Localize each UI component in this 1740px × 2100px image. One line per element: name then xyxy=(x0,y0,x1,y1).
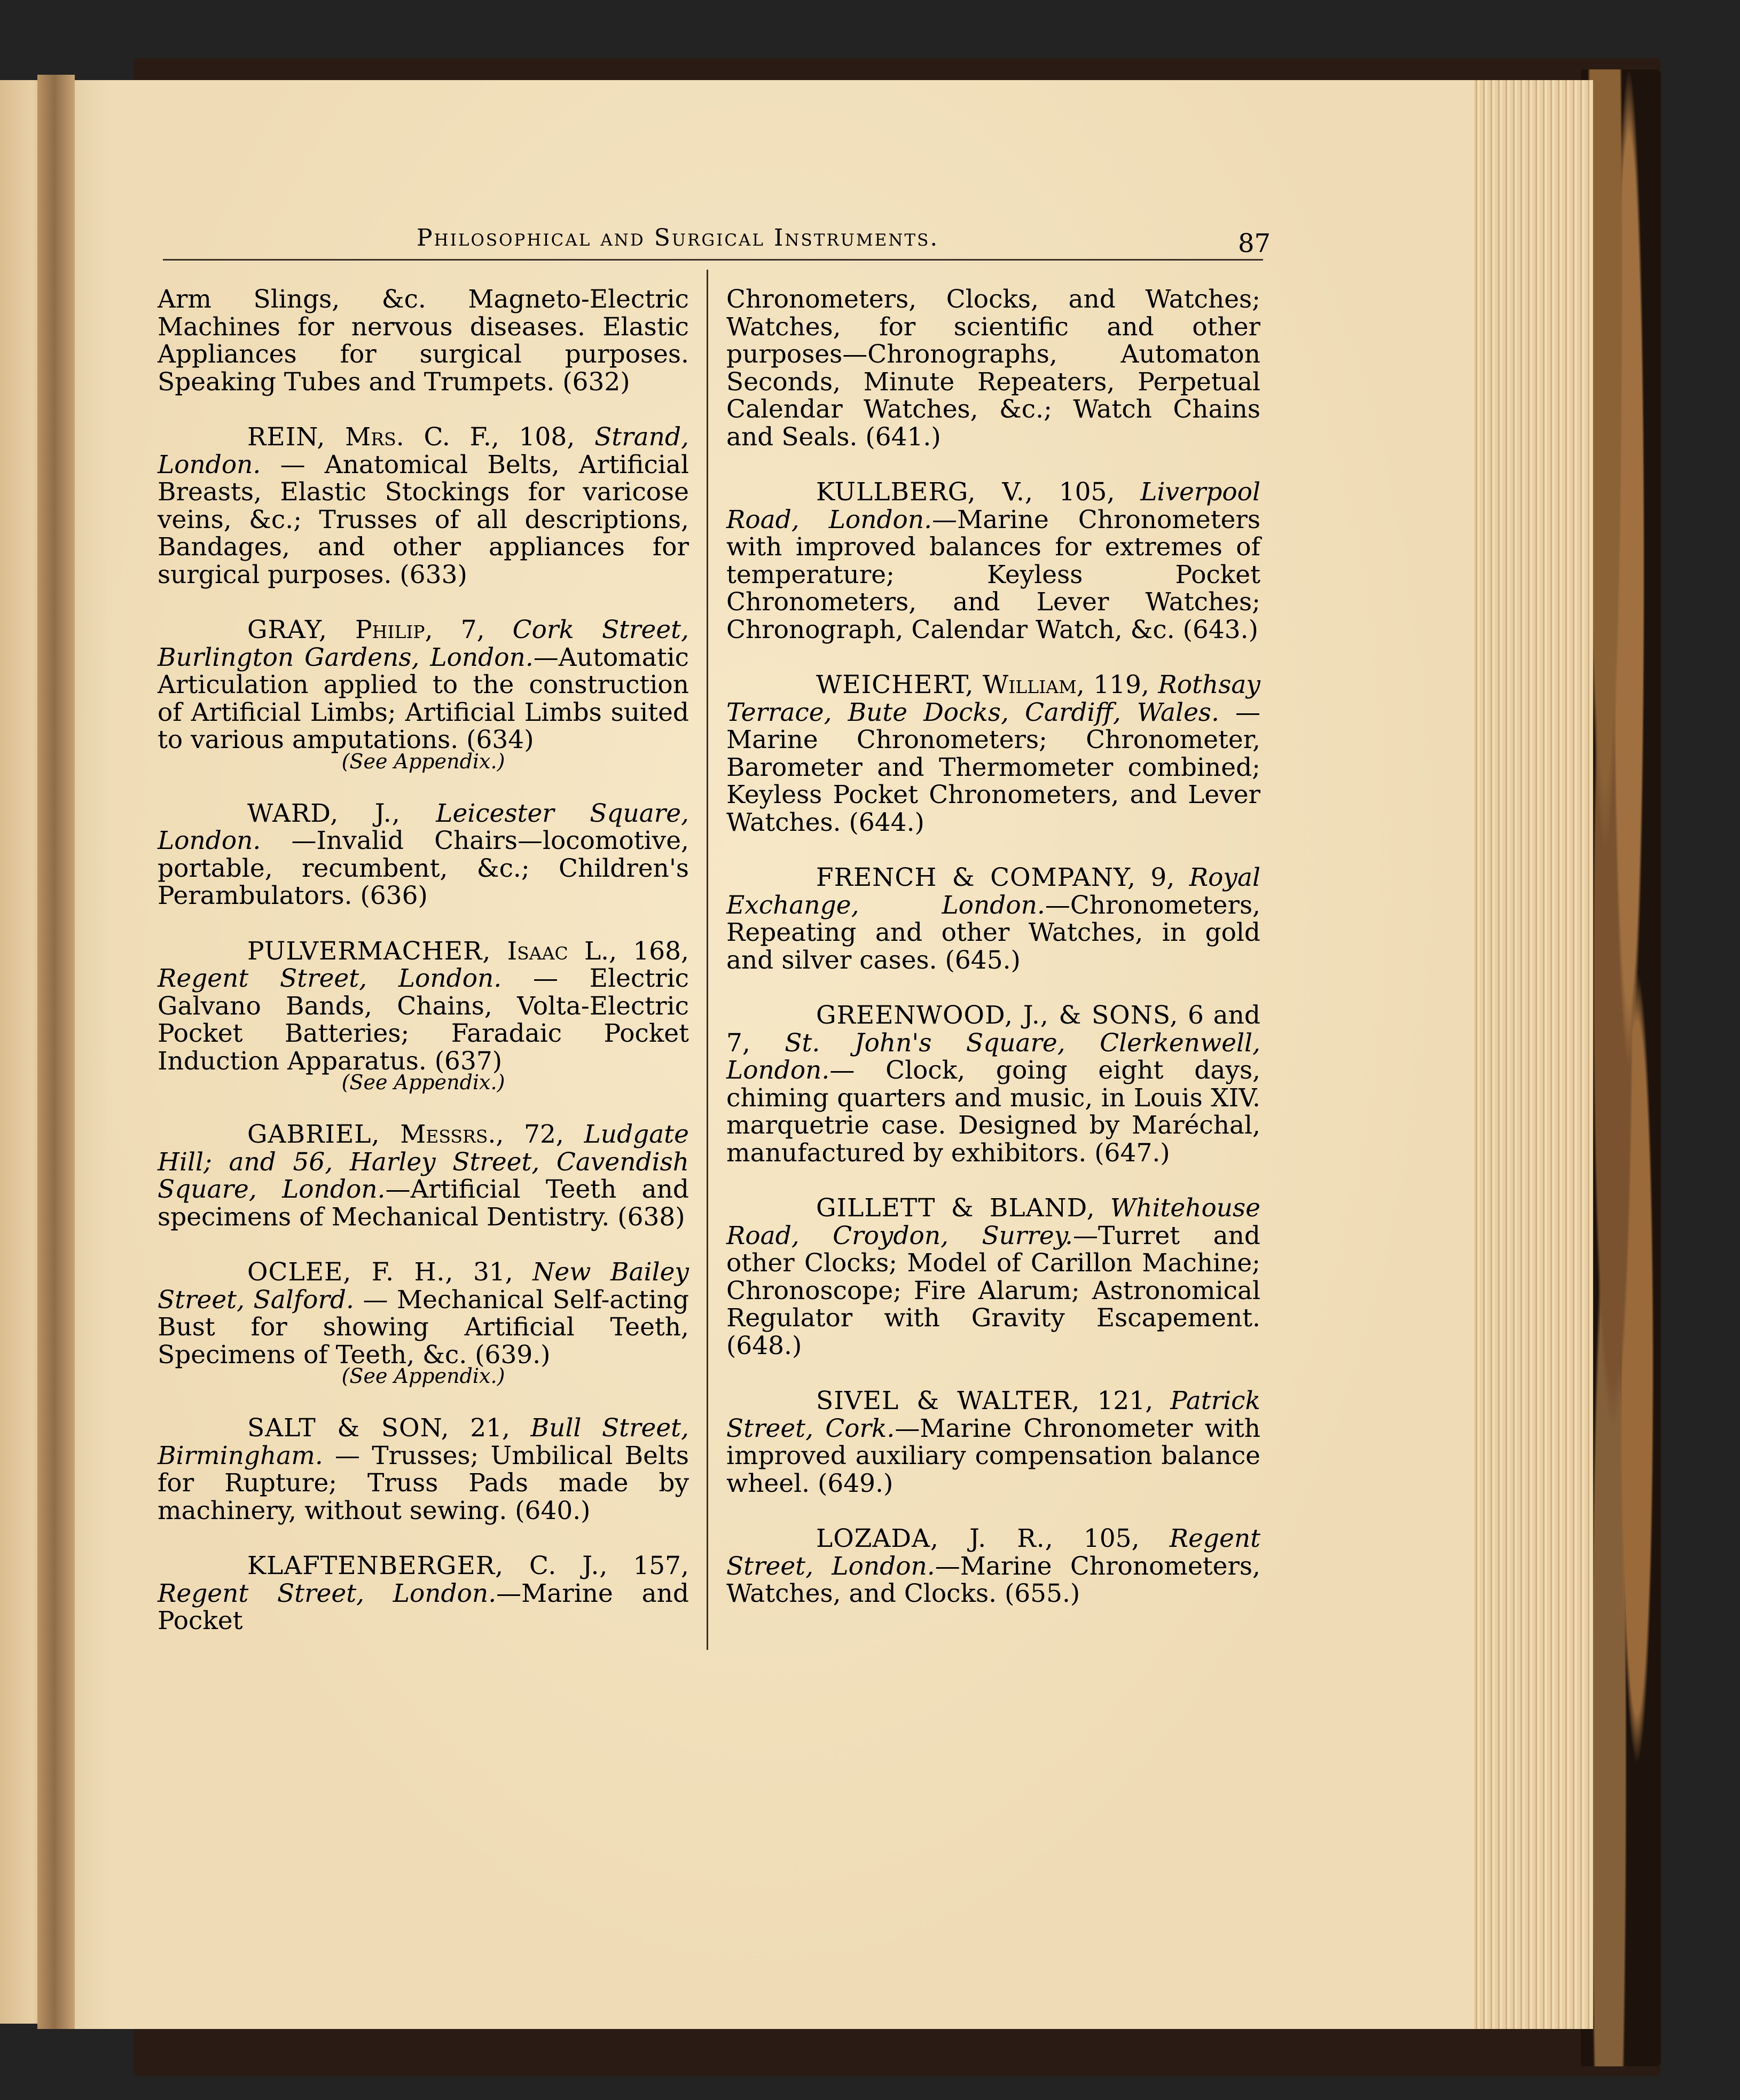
see-appendix-note: (See Appendix.) xyxy=(341,749,505,773)
street-number: 72, xyxy=(524,1120,564,1149)
exhibitor-entry xyxy=(726,1002,1260,1167)
running-title: Philosophical and Surgical Instruments. xyxy=(417,224,939,251)
street-number: 108, xyxy=(519,422,575,452)
street-number: 105, xyxy=(1059,477,1115,507)
exhibit-description: —Invalid Chairs—locomotive, portable, recumbent, &c.; Children's Perambulators. (636) xyxy=(158,826,689,910)
street-number: 157, xyxy=(633,1551,689,1580)
exhibitor-entry xyxy=(158,1121,689,1231)
exhibitor-address: Leicester Square, London. xyxy=(158,798,689,855)
left-entries xyxy=(158,423,689,1635)
exhibitor-entry xyxy=(158,1552,689,1635)
exhibitor-address: St. John's Square, Clerkenwell, London. xyxy=(726,1028,1260,1085)
exhibitor-address: New Bailey Street, Salford. xyxy=(158,1257,689,1315)
street-number: 6 and 7, xyxy=(726,1001,1260,1058)
street-number: 119, xyxy=(1093,670,1149,699)
street-number: 121, xyxy=(1097,1386,1154,1415)
exhibitor-entry xyxy=(158,938,689,1094)
exhibitor-title: Messrs., xyxy=(400,1120,504,1149)
see-appendix-note: (See Appendix.) xyxy=(341,1364,505,1388)
exhibitor-name: FRENCH & COMPANY, xyxy=(816,863,1136,892)
continuation-text: Arm Slings, &c. Magneto-Electric Machines for nervous diseases. Elastic Appliances for surgical purposes. Speaking Tubes and Trumpets. (632) xyxy=(158,285,689,397)
exhibitor-name: GILLETT & BLAND, xyxy=(816,1193,1095,1223)
exhibit-description: —Automatic Articulation applied to the construction of Artificial Limbs; Artificial Limbs suited to various amputations. (634) xyxy=(158,642,689,754)
exhibit-description: — Trusses; Umbilical Belts for Rupture; Truss Pads made by machinery, without sewing. (640.) xyxy=(158,1441,689,1525)
exhibitor-name: KLAFTENBERGER, C. J., xyxy=(247,1551,608,1580)
exhibitor-entry xyxy=(726,1525,1260,1608)
exhibit-description: — Anatomical Belts, Artificial Breasts, Elastic Stockings for varicose veins, &c.; Trusses of all descriptions, Bandages, and other appliances for surgical purposes. (633) xyxy=(158,450,689,589)
exhibitor-name: WEICHERT, xyxy=(816,670,974,699)
exhibitor-entry xyxy=(726,478,1260,643)
see-appendix-note: (See Appendix.) xyxy=(341,1071,505,1094)
exhibitor-name: GREENWOOD, J., & SONS, xyxy=(816,1001,1179,1030)
exhibitor-name: GRAY, xyxy=(247,615,327,644)
exhibit-description: —Artificial Teeth and specimens of Mechanical Dentistry. (638) xyxy=(158,1175,689,1232)
exhibit-description: —Marine Chronometer with improved auxiliary compensation balance wheel. (649.) xyxy=(726,1413,1261,1498)
exhibitor-name: SIVEL & WALTER, xyxy=(816,1386,1080,1415)
exhibitor-name: WARD, J., xyxy=(247,798,401,828)
exhibitor-address: Strand, London. xyxy=(158,422,689,479)
exhibitor-title: Mrs. C. F., xyxy=(345,422,499,452)
page-block-edges xyxy=(1463,80,1593,2029)
street-number: 7, xyxy=(460,615,485,644)
exhibit-description: —Turret and other Clocks; Model of Carillon Machine; Chronoscope; Fire Alarum; Astronomical Regulator with Gravity Escapement. (648.) xyxy=(726,1221,1260,1360)
exhibitor-address: Regent Street, London. xyxy=(726,1524,1260,1581)
exhibit-description: —Marine Chronometers with improved balances for extremes of temperature; Keyless Pocket Chronometers, and Lever Watches; Chronograph, Calendar Watch, &c. (643.) xyxy=(726,505,1261,644)
street-number: 21, xyxy=(470,1413,510,1443)
exhibitor-address: Liverpool Road, London. xyxy=(726,477,1260,534)
exhibitor-name: SALT & SON, xyxy=(247,1413,450,1443)
exhibitor-address: Cork Street, Burlington Gardens, London. xyxy=(158,615,689,672)
exhibitor-address: Royal Exchange, London. xyxy=(726,863,1260,920)
exhibit-description: —Marine and Pocket xyxy=(158,1578,689,1635)
left-column xyxy=(158,286,689,1663)
street-number: 9, xyxy=(1150,863,1175,892)
exhibitor-entry xyxy=(726,864,1260,974)
exhibit-description: — Clock, going eight days, chiming quarters and music, in Louis XIV. marquetrie case. Designed by Maréchal, manufactured by exhibitors. (647.) xyxy=(726,1056,1260,1168)
exhibitor-address: Regent Street, London. xyxy=(158,1578,497,1608)
exhibit-description: — Mechanical Self-acting Bust for showing Artificial Teeth, Specimens of Teeth, &c. (639.) xyxy=(158,1285,689,1370)
exhibitor-address: Regent Street, London. xyxy=(158,964,502,993)
exhibitor-address: Whitehouse Road, Croydon, Surrey. xyxy=(726,1193,1260,1250)
exhibitor-entry xyxy=(158,1259,689,1387)
exhibitor-name: REIN, xyxy=(247,422,326,452)
exhibitor-entry xyxy=(158,423,689,588)
exhibitor-name: OCLEE, F. H., xyxy=(247,1257,454,1287)
column-divider xyxy=(707,270,708,1650)
exhibitor-address: Bull Street, Birmingham. xyxy=(158,1413,689,1470)
exhibitor-entry xyxy=(726,671,1260,836)
right-entries xyxy=(726,478,1260,1608)
exhibitor-entry xyxy=(158,800,689,910)
right-column xyxy=(726,286,1260,1635)
continuation-text: Chronometers, Clocks, and Watches; Watches, for scientific and other purposes—Chronographs, Automaton Seconds, Minute Repeaters, Perpetual Calendar Watches, &c.; Watch Chains and Seals. (641.) xyxy=(726,285,1260,452)
exhibitor-address: Rothsay Terrace, Bute Docks, Cardiff, Wales. xyxy=(726,670,1260,727)
street-number: 31, xyxy=(473,1257,513,1287)
exhibitor-entry xyxy=(726,1194,1260,1359)
exhibit-description: —Marine Chronometers; Chronometer, Barometer and Thermometer combined; Keyless Pocket Chronometers, and Lever Watches. (644.) xyxy=(726,697,1260,837)
street-number: 105, xyxy=(1083,1524,1140,1553)
exhibitor-name: LOZADA, J. R., xyxy=(816,1524,1054,1553)
exhibitor-entry xyxy=(158,616,689,772)
page-number: 87 xyxy=(1238,229,1271,258)
exhibitor-name: KULLBERG, V., xyxy=(816,477,1033,507)
exhibitor-entry xyxy=(158,1414,689,1524)
exhibitor-entry xyxy=(726,1387,1260,1497)
book-gutter xyxy=(37,75,75,2029)
exhibitor-address: Ludgate Hill; and 56, Harley Street, Cavendish Square, London. xyxy=(158,1120,689,1204)
exhibit-description: — Electric Galvano Bands, Chains, Volta-Electric Pocket Batteries; Faradaic Pocket Induction Apparatus. (637) xyxy=(158,964,689,1076)
exhibitor-address: Patrick Street, Cork. xyxy=(726,1386,1260,1443)
exhibitor-name: PULVERMACHER, xyxy=(247,936,491,966)
exhibit-description: —Marine Chronometers, Watches, and Clocks. (655.) xyxy=(726,1551,1260,1608)
exhibitor-title: William, xyxy=(982,670,1085,699)
exhibitor-name: GABRIEL, xyxy=(247,1120,380,1149)
exhibit-description: —Chronometers, Repeating and other Watches, in gold and silver cases. (645.) xyxy=(726,890,1260,975)
header-rule xyxy=(163,259,1263,261)
exhibitor-title: Isaac L., xyxy=(507,936,617,966)
exhibitor-title: Philip, xyxy=(355,615,433,644)
street-number: 168, xyxy=(633,936,689,966)
